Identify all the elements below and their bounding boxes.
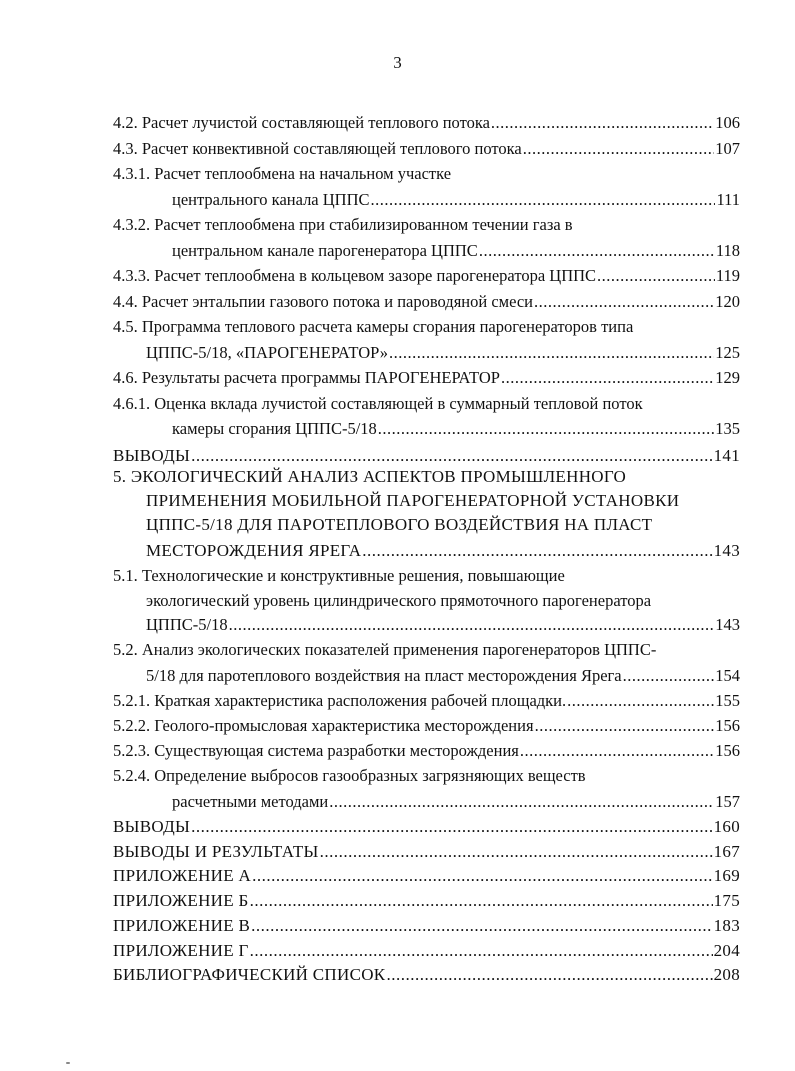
toc-entry-continued	[113, 464, 626, 490]
scan-speck	[66, 1062, 70, 1064]
toc-entry-title: 4.3.1. Расчет теплообмена на начальном участке	[113, 164, 452, 183]
toc-entry	[113, 110, 740, 136]
toc-entry-continued	[113, 563, 565, 589]
toc-page-number: 107	[715, 139, 740, 158]
toc-leader-dots	[378, 416, 714, 442]
toc-entry-title: БИБЛИОГРАФИЧЕСКИЙ СПИСОК	[113, 965, 386, 984]
toc-entry-title: 4.6.1. Оценка вклада лучистой составляющей в суммарный тепловой поток	[113, 394, 643, 413]
toc-entry-title: центральном канале парогенератора ЦППС	[172, 241, 478, 260]
toc-entry-title: 5. ЭКОЛОГИЧЕСКИЙ АНАЛИЗ АСПЕКТОВ ПРОМЫШЛЕННОГО	[113, 467, 627, 486]
toc-leader-dots	[252, 863, 713, 889]
toc-leader-dots	[567, 688, 714, 714]
toc-entry-title: 5.1. Технологические и конструктивные решения, повышающие	[113, 566, 565, 585]
toc-page-number: 157	[715, 792, 740, 811]
toc-leader-dots	[251, 913, 712, 939]
toc-entry-continued	[113, 314, 633, 340]
toc-page-number: 125	[715, 343, 740, 362]
toc-entry-title: ПРИЛОЖЕНИЕ Б	[113, 891, 249, 910]
toc-leader-dots	[250, 888, 713, 914]
toc-entry	[113, 738, 740, 764]
toc-entry	[113, 713, 740, 739]
toc-entry-title: 4.4. Расчет энтальпии газового потока и пароводяной смеси	[113, 292, 533, 311]
toc-page-number: 167	[713, 842, 740, 861]
toc-entry-title: ПРИМЕНЕНИЯ МОБИЛЬНОЙ ПАРОГЕНЕРАТОРНОЙ УСТАНОВКИ	[146, 491, 680, 510]
toc-leader-dots	[520, 738, 714, 764]
page-number: 3	[393, 53, 402, 72]
toc-entry-title: расчетными методами	[172, 792, 329, 811]
toc-leader-dots	[386, 962, 712, 988]
toc-page-number: 135	[715, 419, 740, 438]
toc-entry	[113, 263, 740, 289]
toc-entry	[172, 187, 740, 213]
toc-page-number: 118	[715, 241, 740, 260]
toc-page-number: 156	[715, 741, 740, 760]
toc-entry-continued	[113, 763, 586, 789]
toc-page-number: 143	[713, 541, 740, 560]
toc-entry-title: ЦППС-5/18	[146, 615, 228, 634]
toc-leader-dots	[623, 663, 715, 689]
toc-entry	[172, 789, 740, 815]
toc-entry-title: экологический уровень цилиндрического прямоточного парогенератора	[146, 591, 652, 610]
toc-entry-continued	[146, 488, 679, 514]
toc-entry-title: 5.2. Анализ экологических показателей применения парогенераторов ЦППС-	[113, 640, 657, 659]
toc-leader-dots	[523, 136, 715, 162]
toc-entry	[113, 888, 740, 914]
toc-page-number: 120	[715, 292, 740, 311]
toc-entry-title: ВЫВОДЫ	[113, 446, 191, 465]
toc-page-number: 106	[715, 113, 740, 132]
toc-entry-title: ЦППС-5/18, «ПАРОГЕНЕРАТОР»	[146, 343, 388, 362]
toc-page-number: 155	[715, 691, 740, 710]
toc-leader-dots	[191, 814, 712, 840]
toc-entry-title: 5.2.4. Определение выбросов газообразных загрязняющих веществ	[113, 766, 586, 785]
toc-entry	[172, 416, 740, 442]
toc-leader-dots	[597, 263, 715, 289]
toc-entry	[113, 688, 740, 714]
toc-entry-title: 4.3.3. Расчет теплообмена в кольцевом зазоре парогенератора ЦППС	[113, 266, 597, 285]
toc-entry-title: 4.2. Расчет лучистой составляющей теплового потока	[113, 113, 490, 132]
toc-page-number: 111	[716, 190, 740, 209]
toc-entry-title: ПРИЛОЖЕНИЕ В	[113, 916, 251, 935]
toc-entry-title: 4.3. Расчет конвективной составляющей теплового потока	[113, 139, 522, 158]
toc-entry	[113, 136, 740, 162]
toc-entry	[113, 913, 740, 939]
toc-leader-dots	[362, 538, 712, 564]
toc-entry	[113, 863, 740, 889]
toc-leader-dots	[250, 938, 713, 964]
toc-leader-dots	[371, 187, 716, 213]
toc-entry	[113, 814, 740, 840]
toc-page-number: 169	[713, 866, 740, 885]
toc-entry	[113, 289, 740, 315]
toc-leader-dots	[329, 789, 714, 815]
toc-leader-dots	[389, 340, 714, 366]
toc-entry	[146, 663, 740, 689]
toc-entry-title: ПРИЛОЖЕНИЕ Г	[113, 941, 249, 960]
toc-page-number: 204	[713, 941, 740, 960]
toc-entry	[113, 962, 740, 988]
toc-page-number: 129	[715, 368, 740, 387]
toc-entry-title: ЦППС-5/18 ДЛЯ ПАРОТЕПЛОВОГО ВОЗДЕЙСТВИЯ НА ПЛАСТ	[146, 515, 653, 534]
toc-entry-title: 4.3.2. Расчет теплообмена при стабилизированном течении газа в	[113, 215, 573, 234]
toc-entry-title: 4.6. Результаты расчета программы ПАРОГЕНЕРАТОР	[113, 368, 500, 387]
toc-entry-continued	[113, 637, 656, 663]
toc-entry-title: ПРИЛОЖЕНИЕ А	[113, 866, 252, 885]
toc-entry-continued	[113, 212, 573, 238]
toc-entry-continued	[113, 161, 451, 187]
toc-entry-title: 5.2.3. Существующая система разработки месторождения	[113, 741, 519, 760]
toc-entry	[113, 839, 740, 865]
toc-entry	[146, 538, 740, 564]
toc-leader-dots	[534, 289, 714, 315]
toc-entry-title: 5/18 для паротеплового воздействия на пласт месторождения Ярега	[146, 666, 622, 685]
toc-leader-dots	[229, 612, 715, 638]
toc-entry-title: ВЫВОДЫ	[113, 817, 191, 836]
toc-page-number: 156	[715, 716, 740, 735]
toc-leader-dots	[535, 713, 715, 739]
toc-page-number: 143	[715, 615, 740, 634]
toc-page-number: 154	[715, 666, 740, 685]
toc-entry-title: 5.2.2. Геолого-промысловая характеристика месторождения	[113, 716, 534, 735]
toc-entry-title: 4.5. Программа теплового расчета камеры сгорания парогенераторов типа	[113, 317, 634, 336]
toc-leader-dots	[320, 839, 713, 865]
toc-leader-dots	[501, 365, 714, 391]
toc-entry-title: ВЫВОДЫ И РЕЗУЛЬТАТЫ	[113, 842, 319, 861]
toc-entry-continued	[146, 512, 652, 538]
toc-entry-title: МЕСТОРОЖДЕНИЯ ЯРЕГА	[146, 541, 362, 560]
toc-entry-continued	[146, 588, 651, 614]
toc-entry	[113, 365, 740, 391]
toc-entry-title: 5.2.1. Краткая характеристика расположения рабочей площадки.	[113, 691, 567, 710]
toc-page-number: 183	[713, 916, 740, 935]
toc-entry-continued	[113, 391, 643, 417]
toc-page-number: 175	[713, 891, 740, 910]
toc-entry	[113, 938, 740, 964]
toc-entry-title: центрального канала ЦППС	[172, 190, 370, 209]
toc-page-number: 141	[713, 446, 740, 465]
toc-entry-title: камеры сгорания ЦППС-5/18	[172, 419, 377, 438]
toc-entry	[172, 238, 740, 264]
toc-page-number: 160	[713, 817, 740, 836]
toc-entry	[146, 612, 740, 638]
toc-page-number: 208	[713, 965, 740, 984]
toc-page-number: 119	[715, 266, 740, 285]
toc-leader-dots	[491, 110, 714, 136]
toc-entry	[146, 340, 740, 366]
toc-leader-dots	[479, 238, 715, 264]
